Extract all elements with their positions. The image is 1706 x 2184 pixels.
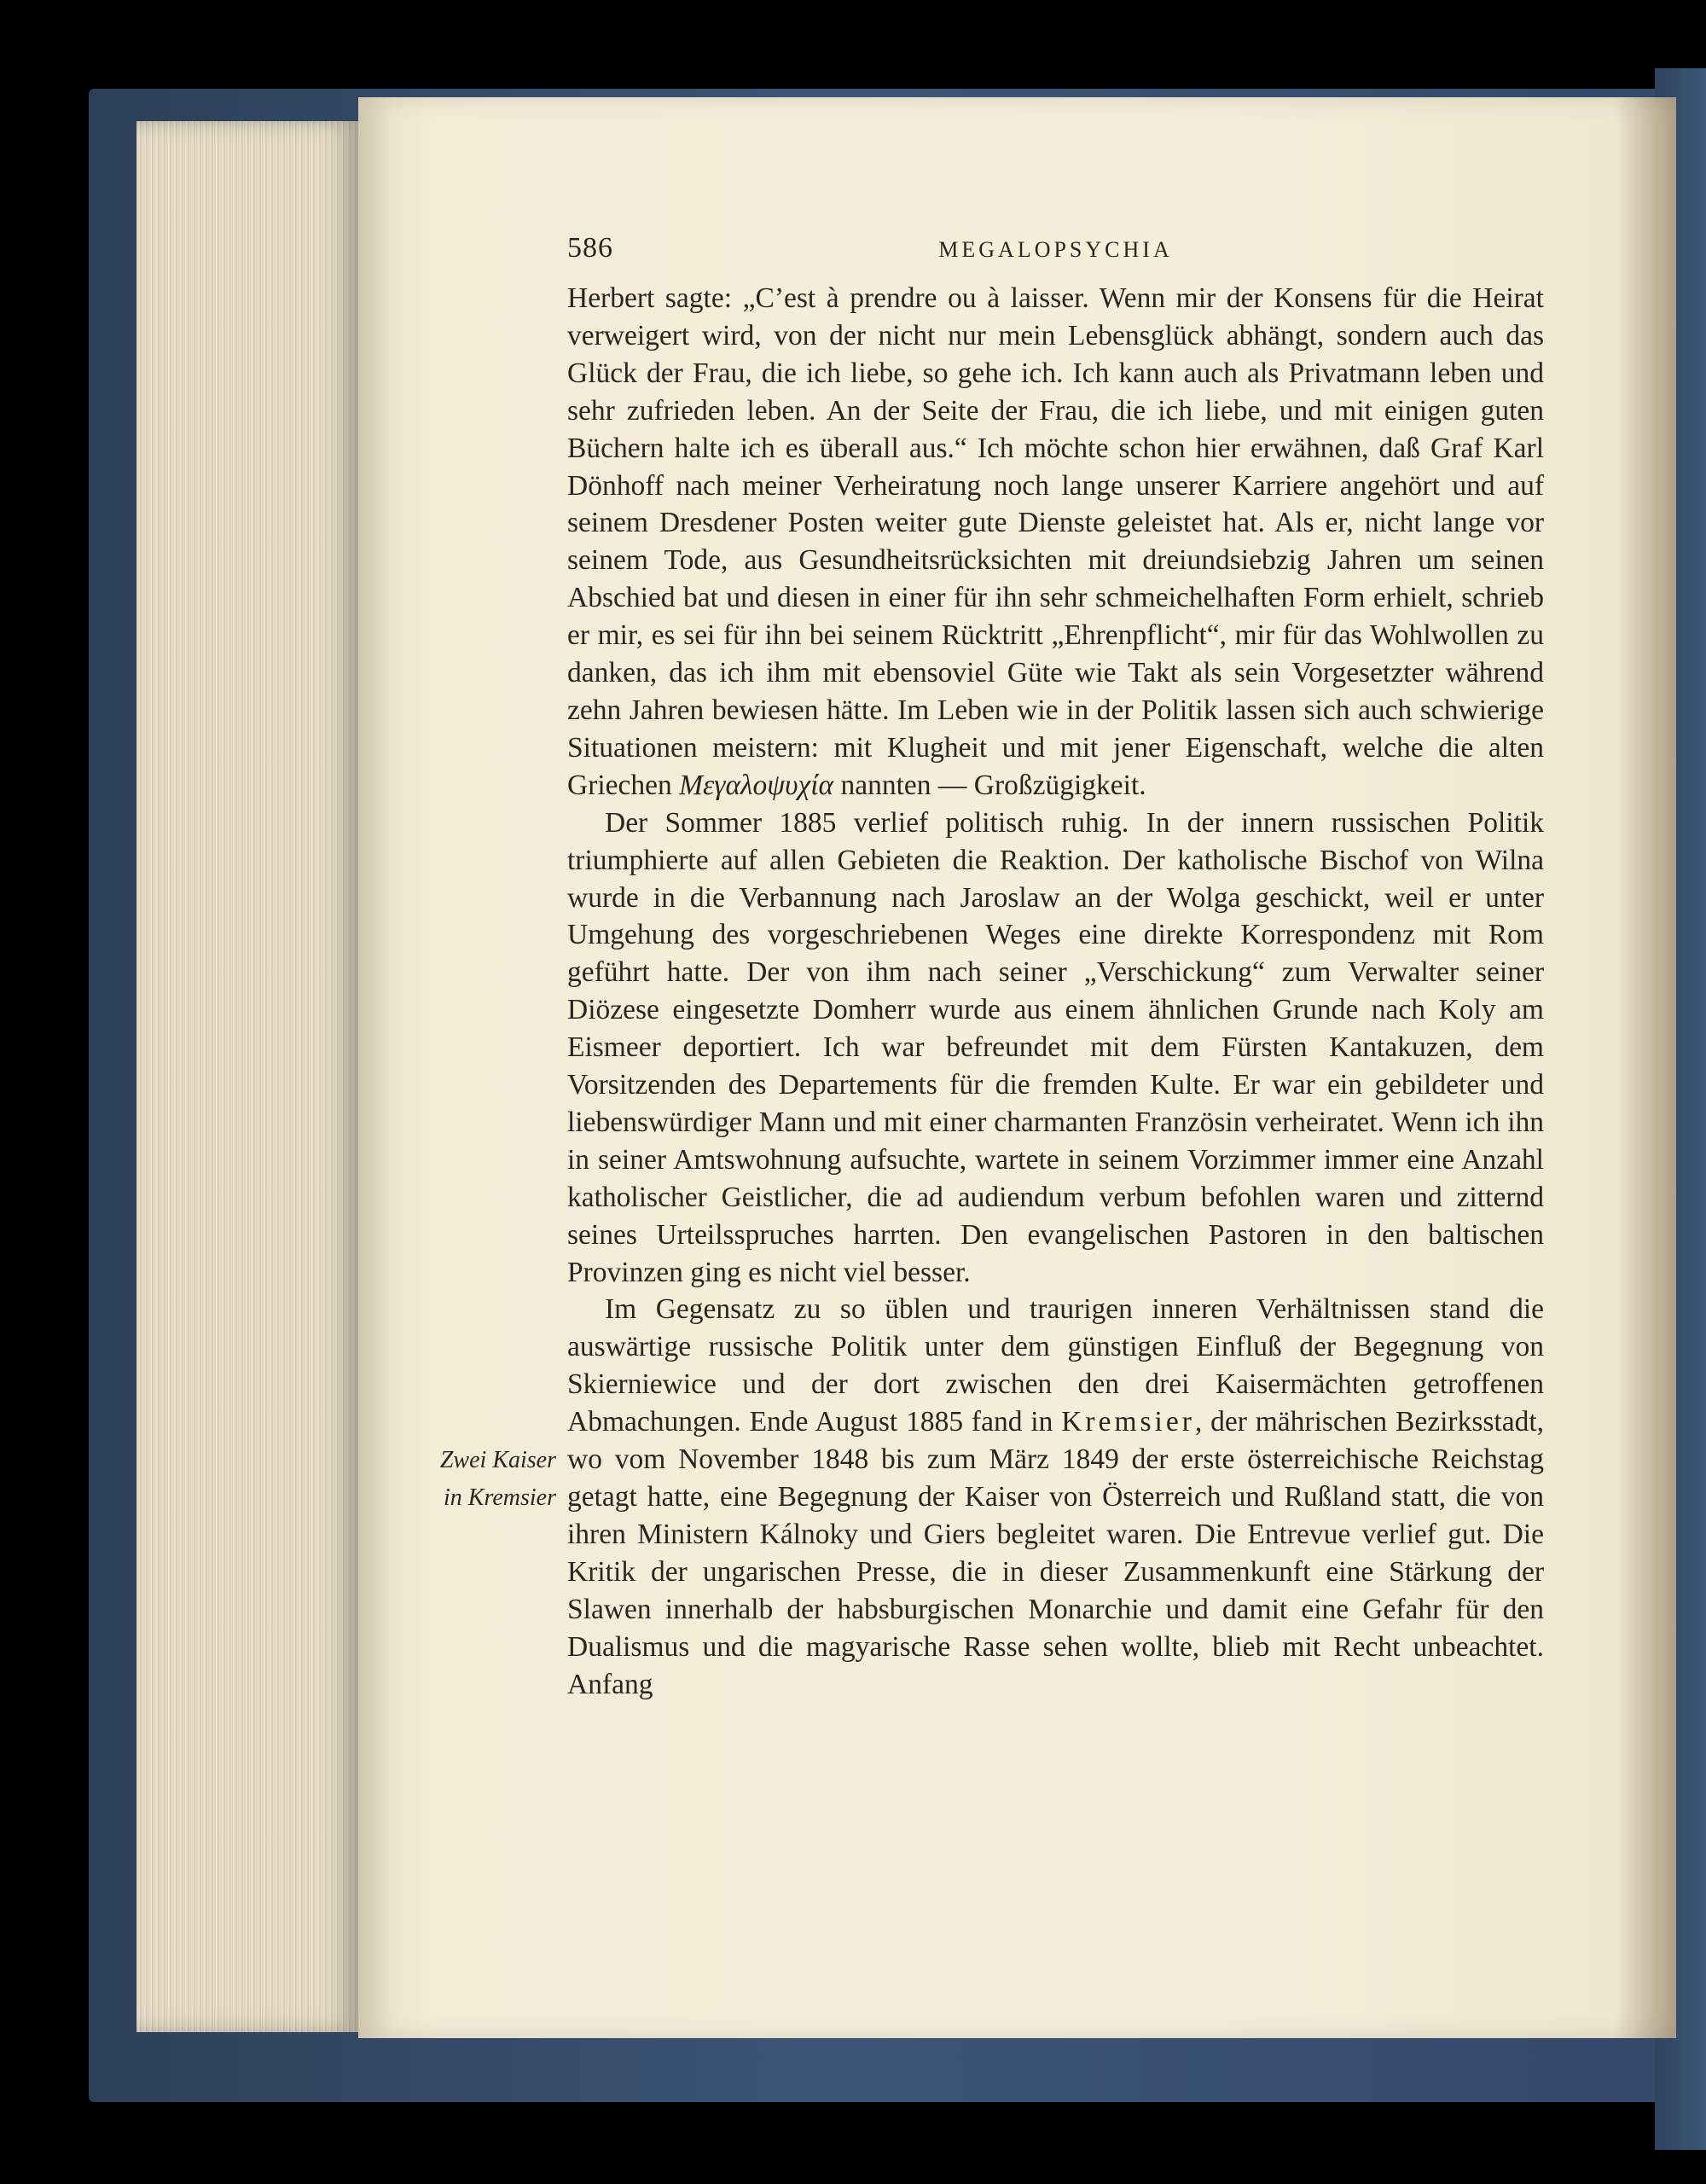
page-number: 586 [567,232,613,264]
page-header [567,232,1544,275]
page-edges [136,121,360,2032]
body-text [567,280,1544,1703]
margin-note-line-1: Zwei Kaiser [439,1447,556,1473]
page-gutter-shadow [1616,97,1676,2038]
paragraph-2: Der Sommer 1885 verlief politisch ruhig. In der innern russischen Politik triumphierte auf allen Gebieten die Reaktion. Der katholische Bischof von Wilna wurde in die Verbannung nach Jaroslaw an der Wolga geschickt, weil er unter Umgehung des vorgeschriebenen Weges eine direkte Korrespondenz mit Rom geführt hatte. Der von ihm nach seiner „Verschickung“ zum Verwalter seiner Diözese eingesetzte Domherr wurde aus einem ähnlichen Grunde nach Koly am Eismeer deportiert. Ich war befreundet mit dem Fürsten Kantakuzen, dem Vorsitzenden des Departements für die fremden Kulte. Er war ein gebildeter und liebenswürdiger Mann und mit einer charmanten Französin verheiratet. Wenn ich ihn in seiner Amtswohnung aufsuchte, wartete in seinem Vorzimmer immer eine Anzahl katholischer Geistlicher, die ad audiendum verbum befohlen waren und zitternd seines Urteilsspruches harrten. Den evangelischen Pastoren in den baltischen Provinzen ging es nicht viel besser. [567,806,1544,1288]
paragraph-1 [567,280,1544,804]
running-title: MEGALOPSYCHIA [938,237,1173,262]
paragraph-3-end: , der mährischen Bezirksstadt, wo vom November 1848 bis zum März 1849 der erste österreichische Reichstag getagt hatte, eine Begegnung der Kaiser von Österreich und Rußland statt, die von ihren Ministern Kálnoky und Giers begleitet waren. Die Entrevue verlief gut. Die Kritik der ungarischen Presse, die in dieser Zusammenkunft eine Stärkung der Slawen innerhalb der habsburgischen Monarchie und damit eine Gefahr für den Dualismus und die magyarische Rasse sehen wollte, blieb mit Recht unbeachtet. Anfang [567,1406,1544,1700]
place-name-kremsier: Kremsier [1061,1406,1195,1438]
margin-note [401,1442,556,1517]
paragraph-1-text: Herbert sagte: „C’est à prendre ou à laisser. Wenn mir der Konsens für die Heirat verweigert wird, von der nicht nur mein Lebensglück abhängt, sondern auch das Glück der Frau, die ich liebe, so gehe ich. Ich kann auch als Privatmann leben und sehr zufrieden leben. An der Seite der Frau, die ich liebe, und mit einigen guten Büchern halte ich es überall aus.“ Ich möchte schon hier erwähnen, daß Graf Karl Dönhoff nach meiner Verheiratung noch lange unserer Karriere angehört und auf seinem Dresdener Posten weiter gute Dienste geleistet hat. Als er, nicht lange vor seinem Tode, aus Gesundheitsrücksichten mit dreiundsiebzig Jahren um seinen Abschied bat und diesen in einer für ihn sehr schmeichelhaften Form erhielt, schrieb er mir, es sei für ihn bei seinem Rücktritt „Ehrenpflicht“, mir für das Wohlwollen zu danken, das ich ihm mit ebensoviel Güte wie Takt als sein Vorgesetzter während zehn Jahren bewiesen hätte. Im Leben wie in der Politik lassen sich auch schwierige Situationen meistern: mit Klugheit und mit jener Eigenschaft, welche die alten Griechen [567,282,1544,801]
greek-term: Μεγαλοψυχία [679,769,834,801]
paragraph-3 [567,1291,1544,1703]
margin-note-line-2: in Kremsier [444,1484,556,1511]
paragraph-1-end: nannten — Großzügigkeit. [840,769,1146,801]
paragraph-3-start: Im Gegensatz zu so üblen und traurigen inneren Verhältnissen stand die auswärtige russische Politik unter dem günstigen Einfluß der Begegnung von Skierniewice und der dort zwischen den drei Kaisermächten getroffenen Abmachungen. Ende August 1885 fand in [567,1293,1544,1438]
